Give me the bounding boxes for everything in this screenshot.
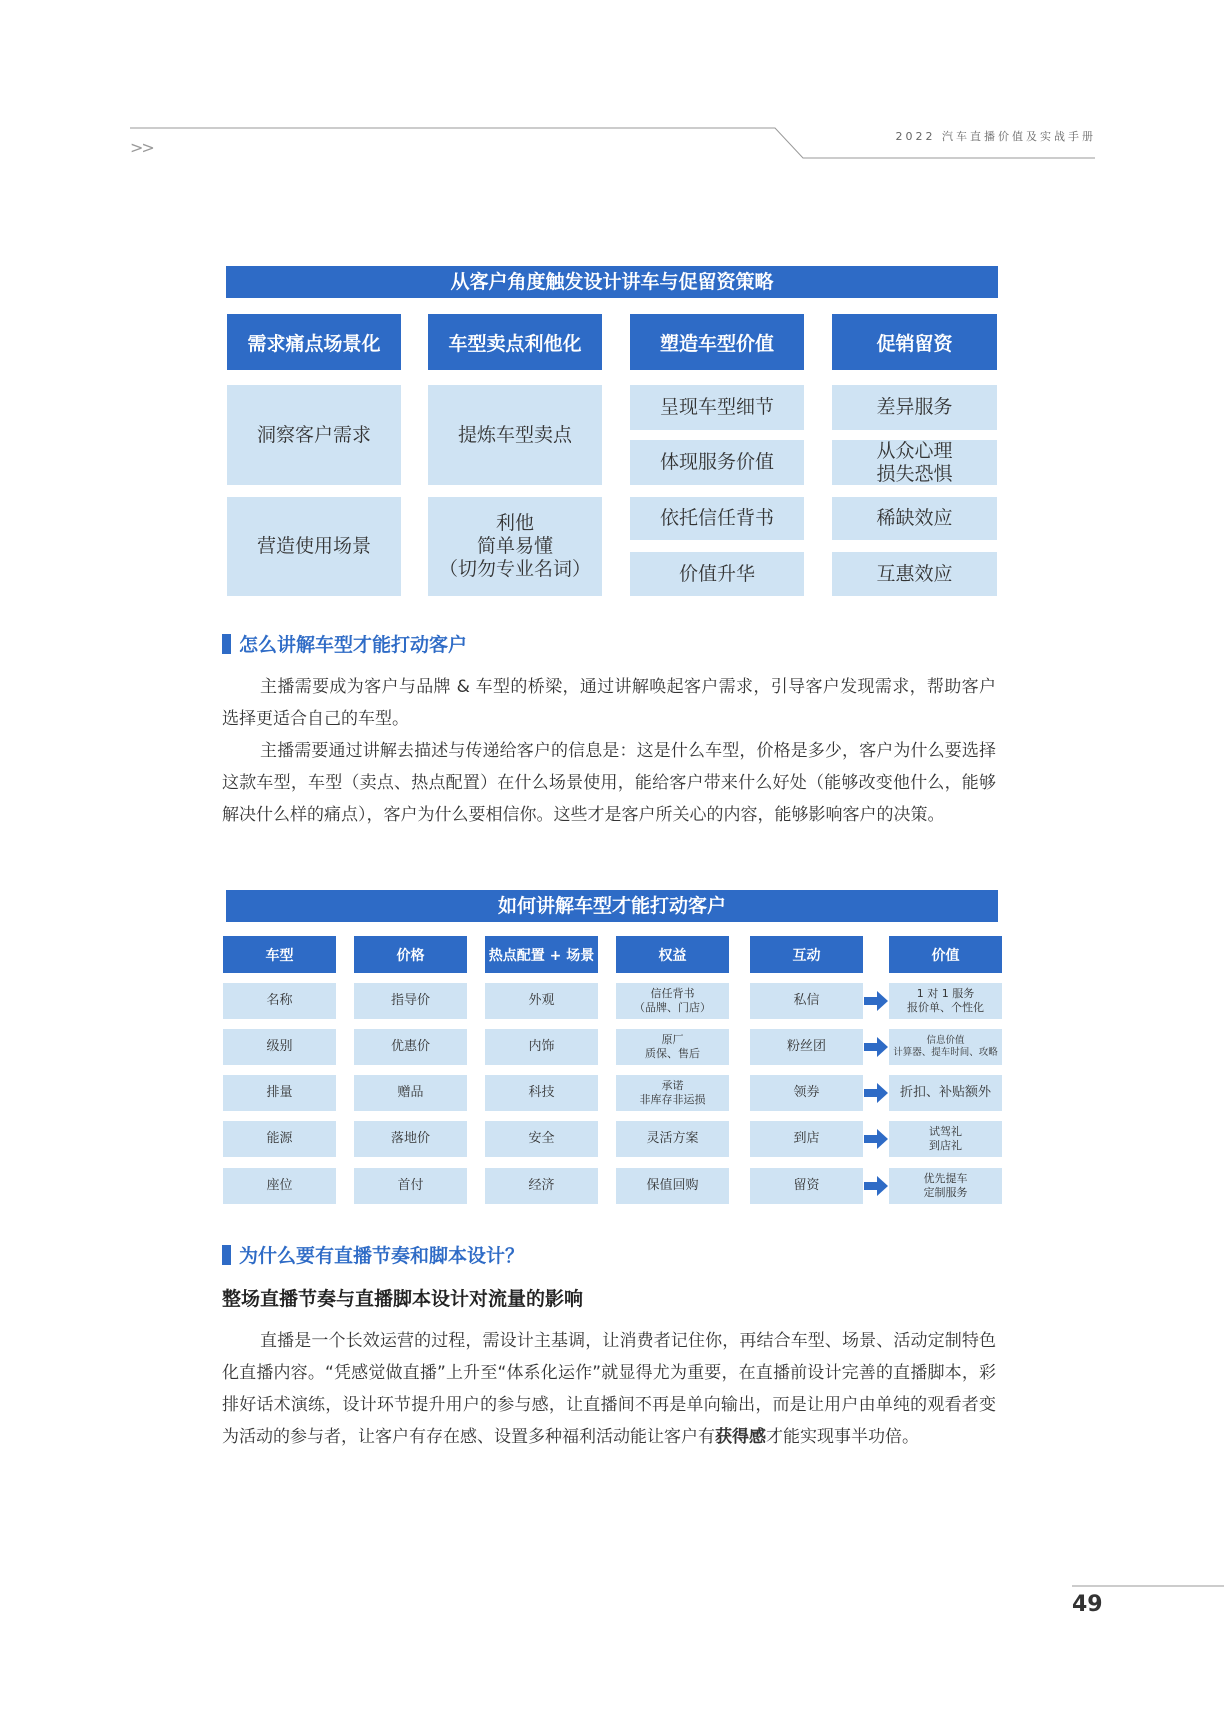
table1-header-4: 促销留资 [832, 314, 997, 370]
table1-cell: 洞察客户需求 [227, 385, 401, 485]
table2-cell: 科技 [485, 1075, 598, 1111]
table2-cell [616, 1168, 729, 1204]
table2-cell: 能源 [223, 1121, 336, 1157]
arrow-right-icon [864, 991, 888, 1011]
table2-cell: 落地价 [354, 1121, 467, 1157]
arrow-right-icon [864, 1037, 888, 1057]
table2-cell: 优惠价 [354, 1029, 467, 1065]
section-heading [222, 630, 467, 657]
table2-header: 权益 [616, 936, 729, 973]
section-heading [222, 1241, 524, 1268]
chevron-icon: >> [130, 138, 153, 157]
table2-cell-line: 信息价值 [926, 1034, 965, 1046]
table1-cell: 稀缺效应 [832, 497, 997, 540]
table2-cell: 安全 [485, 1121, 598, 1157]
paragraph-text: 直播是一个长效运营的过程，需设计主基调，让消费者记住你，再结合车型、场景、活动定制特色化直播内容。“凭感觉做直播”上升至“体系化运作”就显得尤为重要，在直播前设计完善的直播脚本，彩排好话术演练，设计环节提升用户的参与感，让直播间不再是单向输出，而是让用户由单纯的观看者变为活动的参与者，让客户有存在感、设置多种福利活动能让客户有 [222, 1331, 996, 1447]
table2-cell: 经济 [485, 1168, 598, 1204]
table2-cell-line: 原厂 [661, 1033, 684, 1047]
table1-line: （切勿专业名词） [438, 557, 591, 580]
table2-cell [889, 1121, 1002, 1157]
table2-cell [616, 983, 729, 1019]
heading-bar [222, 1245, 231, 1265]
table1-title: 从客户角度触发设计讲车与促留资策略 [226, 266, 998, 298]
table1-cell: 营造使用场景 [227, 497, 401, 596]
table2-cell: 粉丝团 [750, 1029, 863, 1065]
table1-cell: 体现服务价值 [630, 440, 804, 485]
table2-cell-line: 到店礼 [929, 1139, 962, 1152]
table2-header: 互动 [750, 936, 863, 973]
table1-line: 从众心理 [876, 439, 953, 462]
table2-header: 价格 [354, 936, 467, 973]
table2-cell-line: 定制服务 [923, 1186, 968, 1199]
table1-header-3: 塑造车型价值 [630, 314, 804, 370]
paragraph-bold: 获得感 [715, 1427, 766, 1447]
table2-cell-line: 承诺 [661, 1079, 684, 1093]
table2-cell-line: 折扣、补贴额外 [899, 1085, 991, 1101]
table2-cell: 首付 [354, 1168, 467, 1204]
table2-cell [889, 1075, 1002, 1111]
table2-cell-line: 优先提车 [923, 1172, 968, 1186]
table1-cell: 互惠效应 [832, 552, 997, 596]
table1-cell: 依托信任背书 [630, 497, 804, 540]
table1-cell: 呈现车型细节 [630, 385, 804, 430]
table2-title: 如何讲解车型才能打动客户 [226, 890, 998, 922]
table2-cell [889, 1029, 1002, 1065]
table2-cell: 座位 [223, 1168, 336, 1204]
table2-cell: 名称 [223, 983, 336, 1019]
table2-cell [616, 1029, 729, 1065]
table2-cell-line: 保值回购 [646, 1178, 699, 1194]
table2-cell: 外观 [485, 983, 598, 1019]
table2-cell: 内饰 [485, 1029, 598, 1065]
table2-header: 价值 [889, 936, 1002, 973]
table1-cell-multiline [832, 440, 997, 485]
table1-line: 利他 [495, 512, 534, 535]
table2-cell-line: 非库存非运损 [639, 1093, 706, 1106]
table1-header-2: 车型卖点利他化 [428, 314, 602, 370]
table2-cell [889, 983, 1002, 1019]
section-heading-text: 为什么要有直播节奏和脚本设计？ [239, 1245, 525, 1267]
section-heading-text: 怎么讲解车型才能打动客户 [239, 634, 468, 656]
paragraph: 主播需要成为客户与品牌 & 车型的桥梁，通过讲解唤起客户需求，引导客户发现需求，帮助客户选择更适合自己的车型。 [222, 677, 996, 729]
paragraph [222, 1325, 996, 1453]
table2-cell-line: 1 对 1 服务 [916, 987, 975, 1001]
arrow-right-icon [864, 1129, 888, 1149]
table2-cell: 私信 [750, 983, 863, 1019]
table2-cell-line: 信任背书 [650, 987, 695, 1001]
table2-cell-line: 质保、售后 [645, 1047, 700, 1060]
table2-cell [616, 1121, 729, 1157]
table2-cell: 赠品 [354, 1075, 467, 1111]
paragraph: 主播需要通过讲解去描述与传递给客户的信息是：这是什么车型，价格是多少，客户为什么要选择这款车型，车型（卖点、热点配置）在什么场景使用，能给客户带来什么好处（能够改变他什么，能够解决什么样的痛点），客户为什么要相信你。这些才是客户所关心的内容，能够影响客户的决策。 [222, 741, 996, 825]
page-number: 49 [1072, 1592, 1103, 1617]
table2-header: 车型 [223, 936, 336, 973]
paragraph-text-end: 才能实现事半功倍。 [766, 1427, 919, 1447]
table2-cell: 级别 [223, 1029, 336, 1065]
table2-cell: 领券 [750, 1075, 863, 1111]
table1-cell-multiline [428, 497, 602, 596]
table2-header: 热点配置 + 场景 [485, 936, 598, 973]
arrow-right-icon [864, 1083, 888, 1103]
running-header: 2022 汽车直播价值及实战手册 [895, 130, 1096, 143]
table2-cell: 排量 [223, 1075, 336, 1111]
table2-cell-line: 计算器、提车时间、攻略 [893, 1047, 998, 1058]
table2-cell-line: 灵活方案 [646, 1131, 699, 1147]
table2-cell [889, 1168, 1002, 1204]
table2-cell: 指导价 [354, 983, 467, 1019]
table1-line: 损失恐惧 [876, 462, 953, 485]
table1-cell: 提炼车型卖点 [428, 385, 602, 485]
table1-line: 简单易懂 [476, 535, 553, 558]
table2-cell-line: 报价单、个性化 [907, 1001, 984, 1014]
table2-cell-line: 试驾礼 [929, 1125, 962, 1139]
arrow-right-icon [864, 1176, 888, 1196]
subheading: 整场直播节奏与直播脚本设计对流量的影响 [222, 1288, 584, 1310]
table2-cell: 到店 [750, 1121, 863, 1157]
heading-bar [222, 634, 231, 654]
table2-cell [616, 1075, 729, 1111]
header-rule [0, 0, 1224, 170]
table1-cell: 价值升华 [630, 552, 804, 596]
table2-cell-line: （品牌、门店） [634, 1001, 711, 1014]
table1-cell: 差异服务 [832, 385, 997, 430]
table2-cell: 留资 [750, 1168, 863, 1204]
table1-header-1: 需求痛点场景化 [227, 314, 401, 370]
